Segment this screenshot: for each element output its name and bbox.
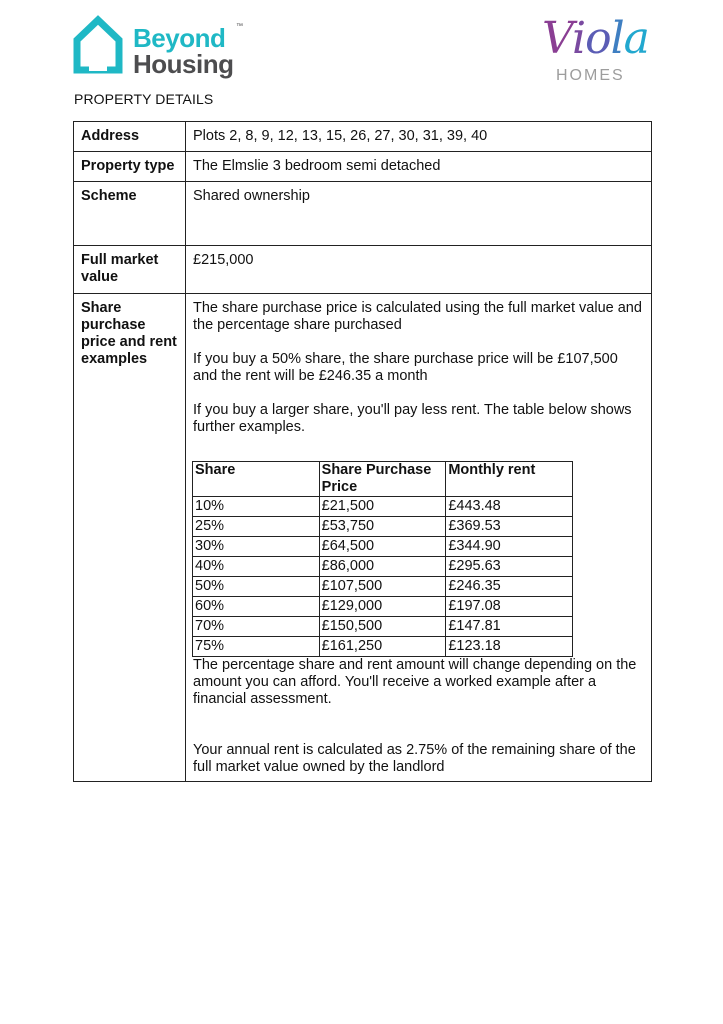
property-details-table [73, 121, 652, 782]
rent-cell: £295.63 [446, 557, 573, 577]
viola-letter: a [623, 13, 649, 64]
section-title: PROPERTY DETAILS [74, 91, 214, 107]
logo-word-beyond: Beyond [133, 23, 226, 53]
table-row [193, 537, 573, 557]
label-share-examples: Share purchase price and rent examples [74, 294, 186, 782]
viola-homes-logo [540, 14, 650, 89]
price-cell: £86,000 [319, 557, 446, 577]
share-cell: 25% [193, 517, 320, 537]
viola-letter: o [585, 13, 611, 64]
price-cell: £107,500 [319, 577, 446, 597]
share-header-rent: Monthly rent [446, 462, 573, 497]
share-cell: 60% [193, 597, 320, 617]
price-cell: £129,000 [319, 597, 446, 617]
rent-cell: £369.53 [446, 517, 573, 537]
rent-cell: £123.18 [446, 637, 573, 657]
price-cell: £161,250 [319, 637, 446, 657]
share-cell: 50% [193, 577, 320, 597]
share-header-price: Share Purchase Price [319, 462, 446, 497]
viola-wordmark [542, 14, 649, 64]
share-paragraph: Your annual rent is calculated as 2.75% of the remaining share of the full market value owned by the landlord [193, 742, 636, 775]
rent-cell: £443.48 [446, 497, 573, 517]
share-cell: 10% [193, 497, 320, 517]
share-cell: 30% [193, 537, 320, 557]
share-header-share: Share [193, 462, 320, 497]
value-scheme: Shared ownership [186, 182, 652, 246]
table-row [193, 577, 573, 597]
value-full-market-value: £215,000 [186, 246, 652, 294]
table-row [193, 557, 573, 577]
trademark-mark: ™ [236, 23, 243, 30]
share-examples-table [192, 461, 573, 657]
value-share-examples [186, 294, 652, 782]
label-property-type: Property type [74, 152, 186, 182]
price-cell: £21,500 [319, 497, 446, 517]
viola-letter: V [542, 13, 573, 64]
beyond-housing-logo [73, 14, 248, 78]
price-cell: £64,500 [319, 537, 446, 557]
price-cell: £53,750 [319, 517, 446, 537]
viola-letter: i [572, 13, 586, 64]
share-cell: 70% [193, 617, 320, 637]
value-property-type: The Elmslie 3 bedroom semi detached [186, 152, 652, 182]
rent-cell: £197.08 [446, 597, 573, 617]
details-row-fmv [74, 246, 652, 294]
share-paragraph: If you buy a larger share, you'll pay less rent. The table below shows further examples. [193, 402, 632, 435]
share-cell: 75% [193, 637, 320, 657]
label-address: Address [74, 122, 186, 152]
details-row-share [74, 294, 652, 782]
viola-subtitle: HOMES [556, 67, 625, 84]
share-cell: 40% [193, 557, 320, 577]
rent-cell: £344.90 [446, 537, 573, 557]
rent-cell: £246.35 [446, 577, 573, 597]
label-full-market-value: Full market value [74, 246, 186, 294]
share-paragraph: If you buy a 50% share, the share purchase price will be £107,500 and the rent will be £246.35 a month [193, 351, 618, 384]
label-scheme: Scheme [74, 182, 186, 246]
value-address: Plots 2, 8, 9, 12, 13, 15, 26, 27, 30, 31, 39, 40 [186, 122, 652, 152]
rent-cell: £147.81 [446, 617, 573, 637]
table-row [193, 617, 573, 637]
logo-word-housing: Housing [133, 49, 234, 79]
share-table-header [193, 462, 573, 497]
share-paragraph: The share purchase price is calculated using the full market value and the percentage share purchased [193, 300, 642, 333]
details-row-scheme [74, 182, 652, 246]
viola-letter: l [610, 13, 624, 64]
details-row-address [74, 122, 652, 152]
details-row-type [74, 152, 652, 182]
table-row [193, 597, 573, 617]
table-row [193, 637, 573, 657]
share-paragraph: The percentage share and rent amount will change depending on the amount you can afford. You'll receive a worked example after a financial assessment. [193, 657, 637, 707]
price-cell: £150,500 [319, 617, 446, 637]
table-row [193, 497, 573, 517]
table-row [193, 517, 573, 537]
house-icon [73, 14, 123, 74]
